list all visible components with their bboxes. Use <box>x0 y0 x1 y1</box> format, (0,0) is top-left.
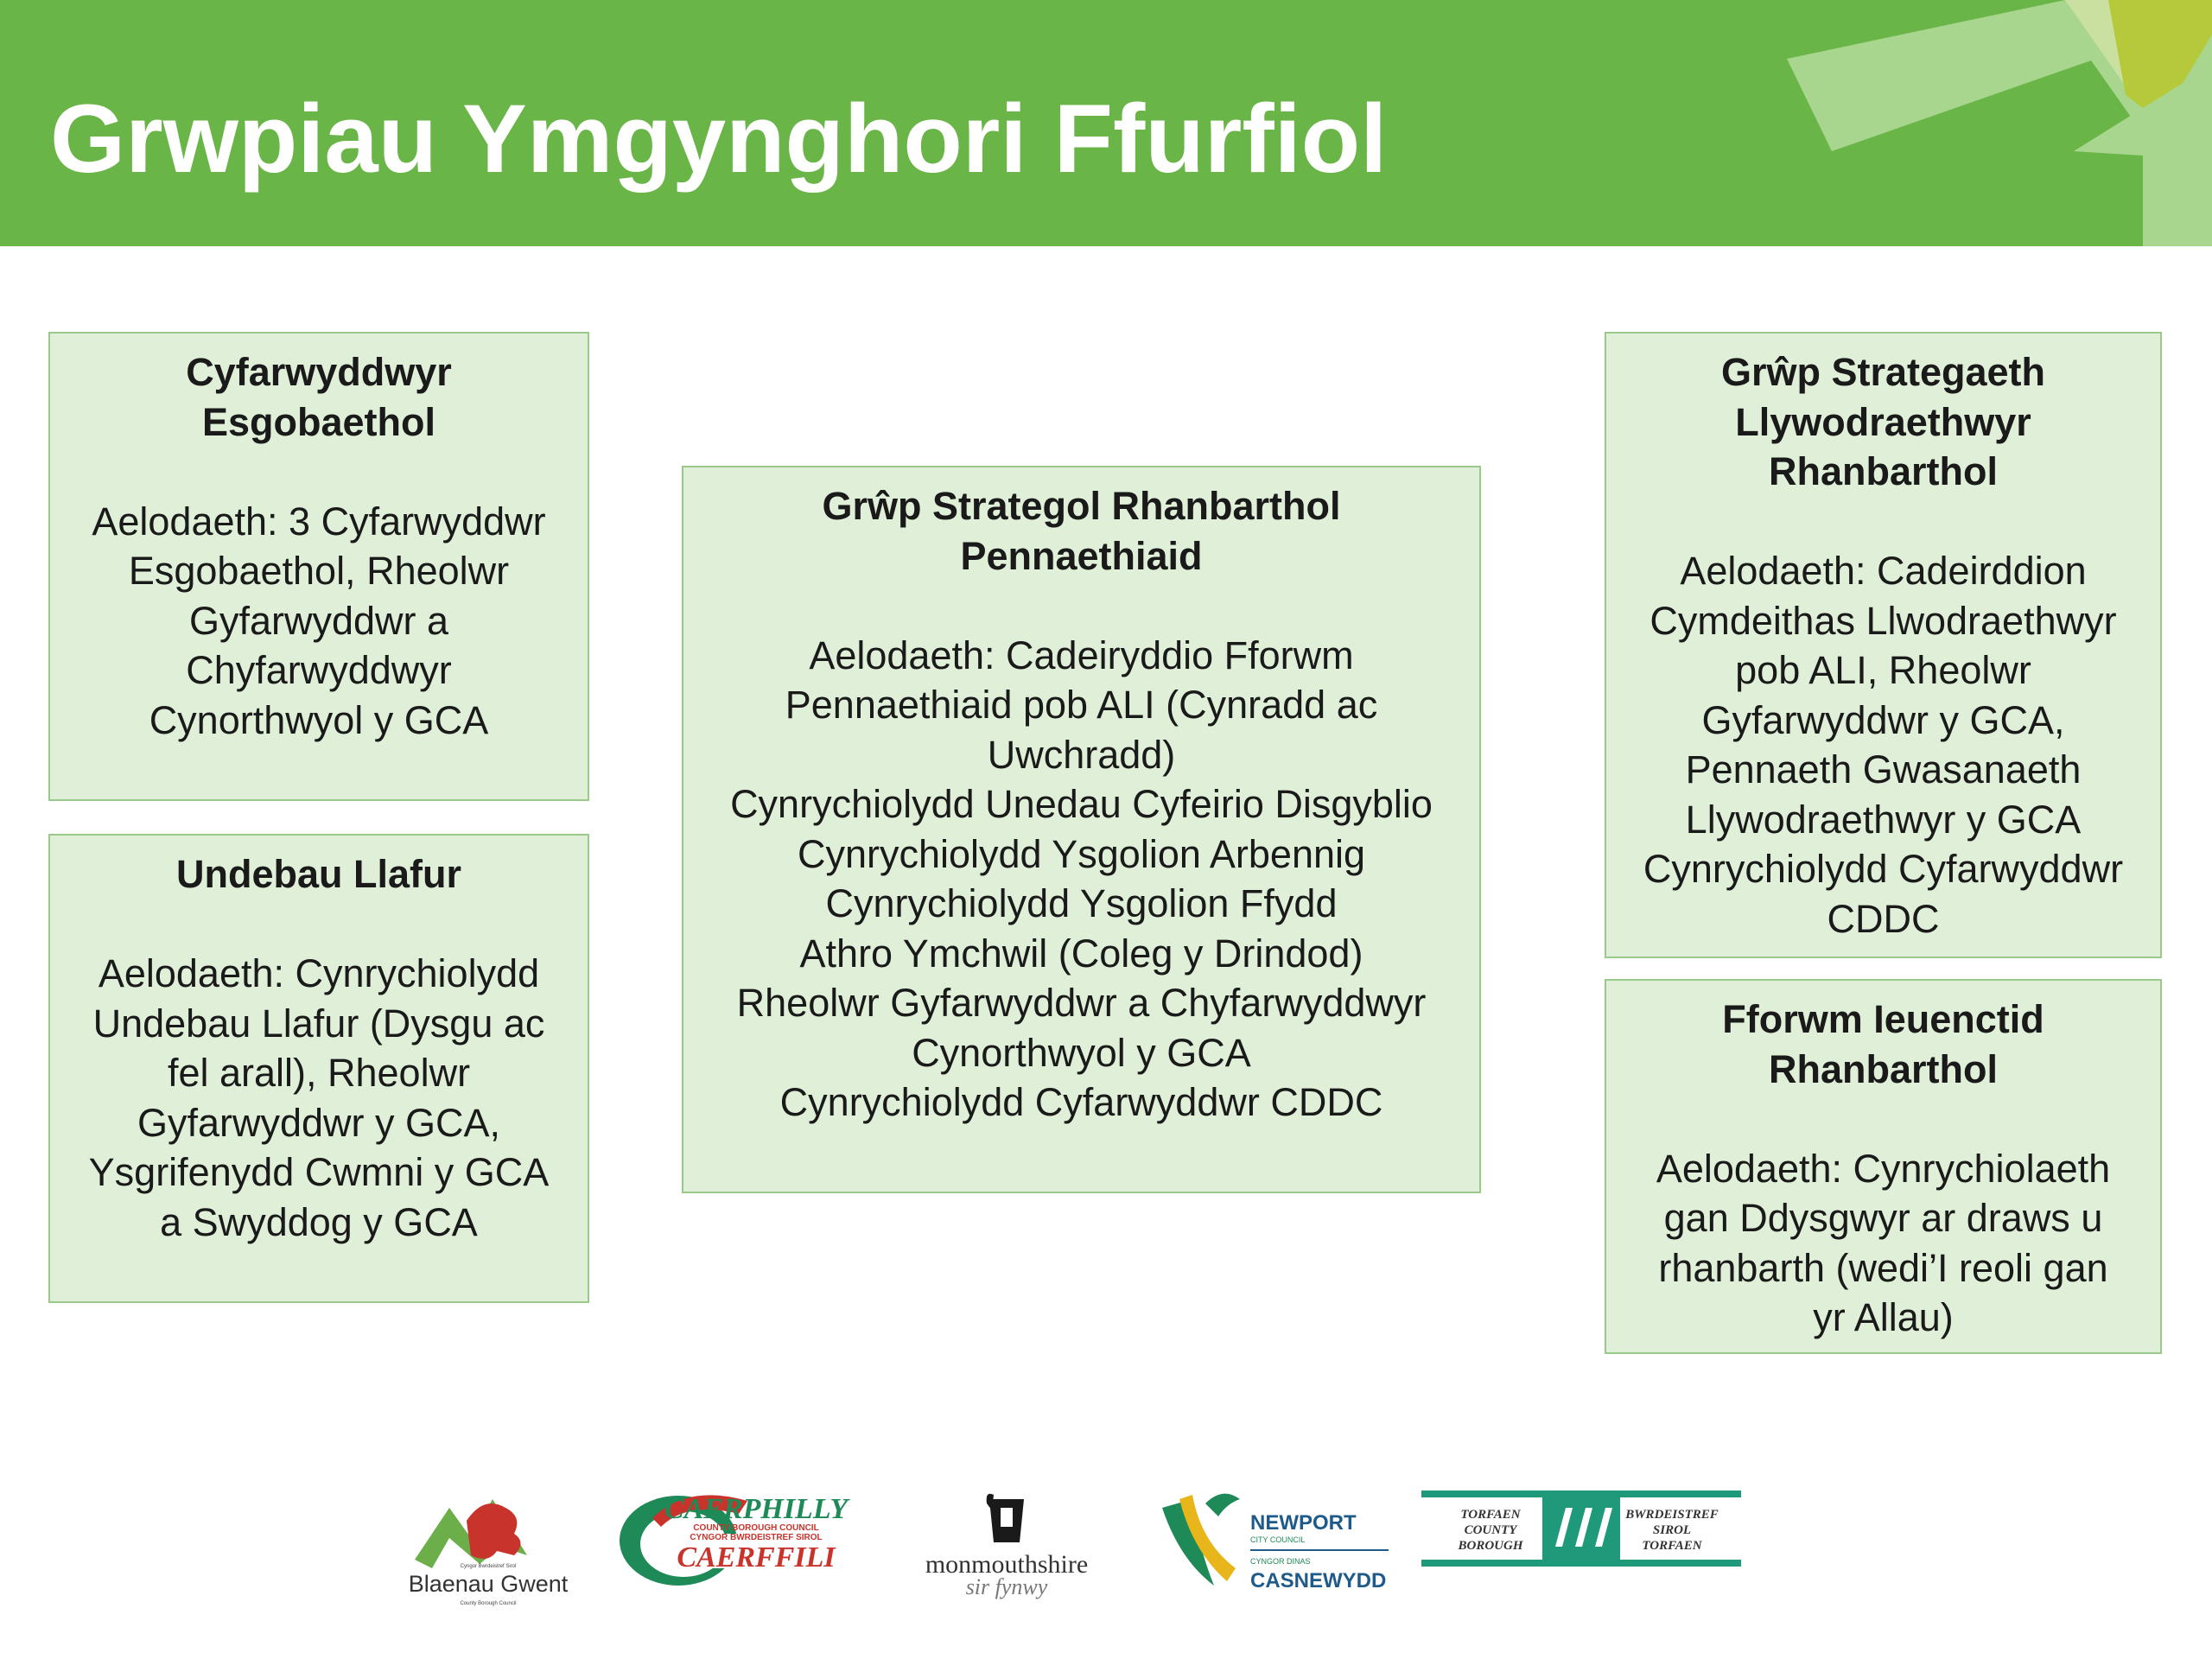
group-box-undebau <box>48 834 589 1303</box>
box-body-line: Aelodaeth: Cynrychiolaeth <box>1656 1146 2111 1191</box>
box-body-line: Cynrychiolydd Ysgolion Ffydd <box>825 881 1338 925</box>
box-body-line: Cynorthwyol y GCA <box>912 1030 1251 1075</box>
torfaen-left-3: BOROUGH <box>1458 1539 1523 1553</box>
box-body-line: Rheolwr Gyfarwyddwr a Chyfarwyddwyr <box>736 981 1427 1025</box>
box-body-line: Gyfarwyddwr a <box>188 598 449 643</box>
caerphilly-logo <box>618 1482 868 1603</box>
torfaen-left-1: TORFAEN <box>1460 1508 1521 1522</box>
box-body-line: Cynrychiolydd Cyfarwyddwr <box>1643 847 2124 891</box>
newport-welsh-name: CASNEWYDD <box>1250 1569 1387 1592</box>
header-banner <box>0 0 2212 246</box>
caerphilly-welsh: CAERFFILI <box>677 1541 836 1573</box>
box-body-line: Cynrychiolydd Unedau Cyfeirio Disgyblio <box>730 782 1433 826</box>
monmouthshire-name: monmouthshire <box>925 1550 1089 1579</box>
box-title-line: Pennaethiaid <box>960 533 1203 578</box>
box-body-line: yr Allau) <box>1813 1295 1954 1339</box>
caerphilly-title: CAERPHILLY <box>664 1493 849 1525</box>
group-box-pennaethiaid <box>682 466 1481 1193</box>
box-title-line: Fforwm Ieuenctid <box>1722 997 2044 1041</box>
box-body-line: a Swyddog y GCA <box>160 1199 478 1244</box>
box-title-line: Undebau Llafur <box>175 852 461 896</box>
box-body-line: Pennaethiaid pob ALI (Cynradd ac <box>785 683 1378 727</box>
page-title: Grwpiau Ymgynghori Ffurfiol <box>50 85 1388 193</box>
box-body-line: Cynrychiolydd Ysgolion Arbennig <box>797 831 1366 876</box>
group-box-fforwm <box>1605 979 2162 1354</box>
box-body-line: fel arall), Rheolwr <box>167 1051 471 1095</box>
box-body-line: rhanbarth (wedi’I reoli gan <box>1658 1245 2108 1290</box>
box-body-line: pob ALI, Rheolwr <box>1735 648 2031 692</box>
newport-name: NEWPORT <box>1250 1511 1357 1535</box>
box-body-line: Gyfarwyddwr y GCA, <box>137 1100 501 1145</box>
caerphilly-sub1: COUNTY BOROUGH COUNCIL <box>693 1523 819 1533</box>
group-box-cyfarwyddwyr <box>48 332 589 801</box>
blaenau-gwent-name: Blaenau Gwent <box>408 1571 569 1597</box>
box-body-line: Cymdeithas Llwodraethwyr <box>1649 598 2117 643</box>
box-title-line: Llywodraethwyr <box>1735 399 2031 444</box>
box-body-line: Undebau Llafur (Dysgu ac <box>92 1001 545 1046</box>
box-body-line: Aelodaeth: Cadeiryddio Fforwm <box>809 632 1354 677</box>
newport-sub1: CITY COUNCIL <box>1250 1535 1306 1544</box>
box-body-line: Cynrychiolydd Cyfarwyddwr CDDC <box>779 1080 1383 1124</box>
box-body-line: Cynorthwyol y GCA <box>149 697 489 742</box>
box-title-line: Grŵp Strategol Rhanbarthol <box>822 484 1341 528</box>
newport-sub2: CYNGOR DINAS <box>1250 1557 1311 1566</box>
torfaen-right-1: BWRDEISTREF <box>1625 1508 1719 1522</box>
box-body-line: Aelodaeth: 3 Cyfarwyddwr <box>92 499 546 543</box>
box-body-line: gan Ddysgwyr ar draws u <box>1663 1196 2103 1240</box>
box-body-line: Pennaeth Gwasanaeth <box>1685 747 2082 791</box>
torfaen-logo <box>1421 1491 1741 1586</box>
box-body-line: Uwchradd) <box>987 732 1176 777</box>
monmouthshire-welsh: sir fynwy <box>965 1574 1048 1599</box>
box-body-line: Aelodaeth: Cynrychiolydd <box>98 951 540 995</box>
box-body-line: Chyfarwyddwyr <box>186 648 452 692</box>
torfaen-right-2: SIROL <box>1652 1523 1692 1537</box>
box-body-line: Athro Ymchwil (Coleg y Drindod) <box>799 931 1363 976</box>
box-body-line: Gyfarwyddwr y GCA, <box>1701 697 2065 742</box>
box-body-line: CDDC <box>1827 896 1940 941</box>
box-title-line: Esgobaethol <box>201 399 436 444</box>
group-box-llywodraethwyr <box>1605 332 2162 958</box>
box-title-line: Rhanbarthol <box>1769 449 1998 493</box>
box-title-line: Rhanbarthol <box>1769 1046 1998 1091</box>
monmouthshire-logo <box>907 1486 1106 1616</box>
arrow-decoration-icon <box>1694 0 2212 246</box>
box-body-line: Llywodraethwyr y GCA <box>1685 797 2082 842</box>
torfaen-left-2: COUNTY <box>1464 1523 1517 1537</box>
caerphilly-sub2: CYNGOR BWRDEISTREF SIROL <box>690 1533 823 1542</box>
box-body-line: Aelodaeth: Cadeirddion <box>1680 549 2087 593</box>
box-title-line: Grŵp Strategaeth <box>1720 350 2046 394</box>
torfaen-right-3: TORFAEN <box>1642 1539 1702 1553</box>
box-body-line: Esgobaethol, Rheolwr <box>128 549 510 593</box>
blaenau-gwent-logo <box>397 1486 579 1624</box>
newport-logo <box>1154 1482 1395 1611</box>
blaenau-gwent-small-bottom: County Borough Council <box>460 1601 517 1606</box>
box-title-line: Cyfarwyddwyr <box>186 350 452 394</box>
blaenau-gwent-small-top: Cyngor Bwrdeistref Sirol <box>460 1564 517 1569</box>
council-logos <box>380 1469 1745 1624</box>
box-body-line: Ysgrifenydd Cwmni y GCA <box>88 1150 550 1194</box>
